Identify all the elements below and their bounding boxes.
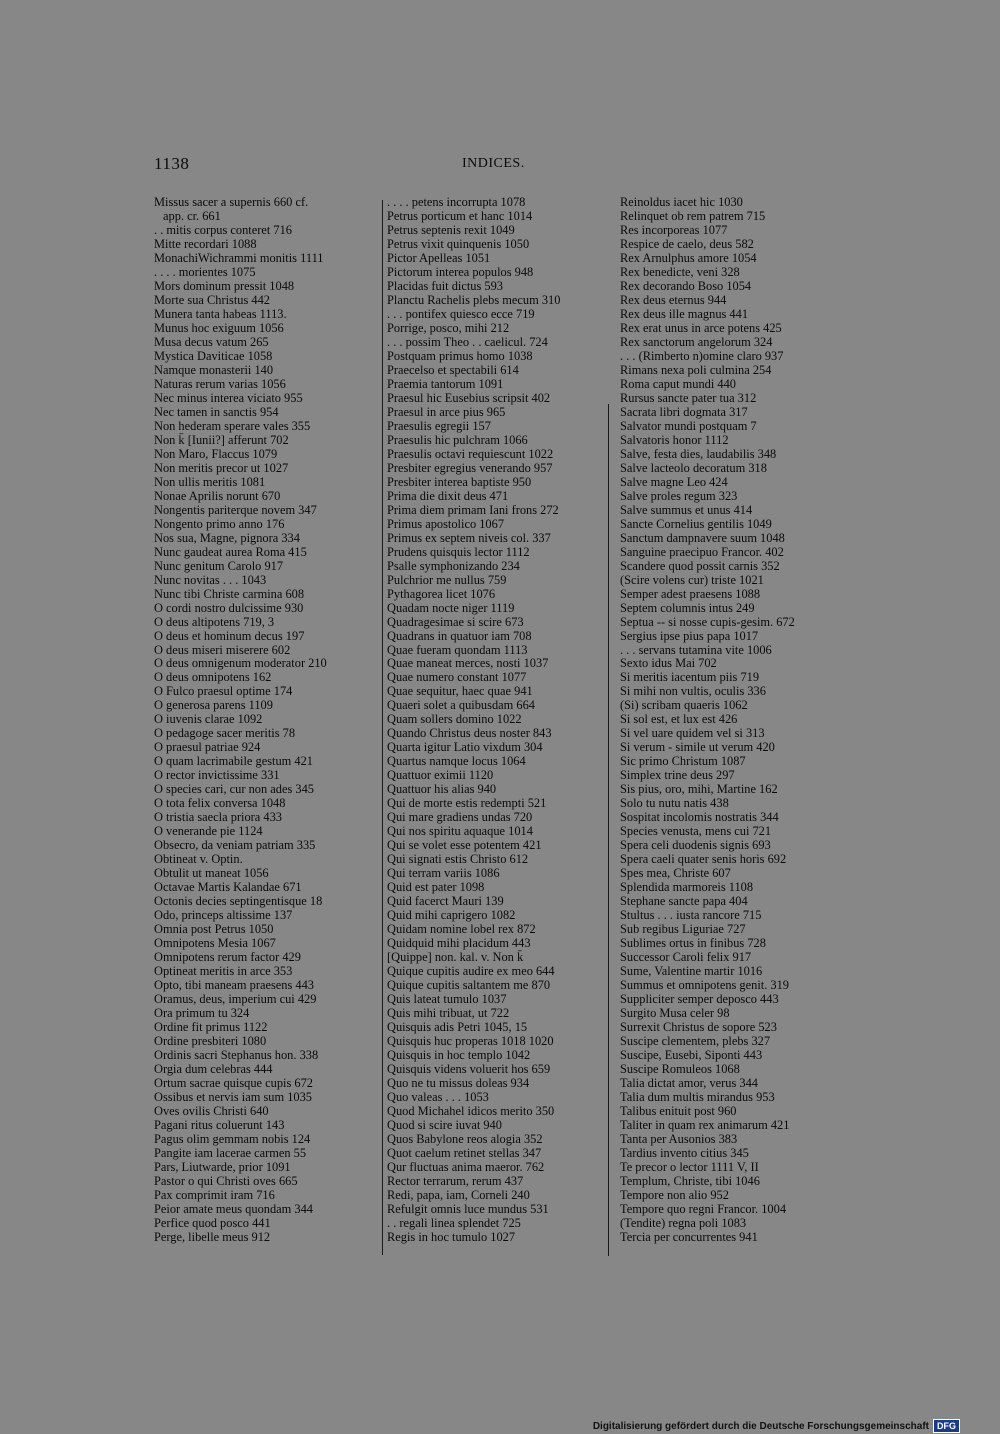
index-entry: Septem columnis intus 249 <box>620 600 755 615</box>
index-entry: Quo valeas . . . 1053 <box>387 1090 489 1104</box>
index-entry: Quid est pater 1098 <box>387 880 485 895</box>
index-entry: Sancte Cornelius gentilis 1049 <box>620 516 772 531</box>
index-entry: Sic primo Christum 1087 <box>620 754 746 769</box>
index-entry: O rector invictissime 331 <box>154 768 280 783</box>
index-entry: Perfice quod posco 441 <box>154 1215 271 1230</box>
index-entry: Nunc tibi Christe carmina 608 <box>154 586 305 601</box>
index-entry: Qui signati estis Christo 612 <box>387 852 529 867</box>
index-entry: Suscipe, Eusebi, Siponti 443 <box>620 1048 763 1063</box>
index-entry: Quam sollers domino 1022 <box>387 712 522 727</box>
index-entry: Nonae Aprilis norunt 670 <box>154 488 281 503</box>
index-entry: Quidam nomine lobel rex 872 <box>387 922 536 937</box>
index-entry: Praesul hic Eusebius scripsit 402 <box>387 390 551 405</box>
index-entry: Tempore quo regni Francor. 1004 <box>620 1201 787 1216</box>
index-entry: Sub regibus Liguriae 727 <box>620 922 746 937</box>
index-entry: Spes mea, Christe 607 <box>620 866 731 881</box>
index-entry: Peior amate meus quondam 344 <box>154 1201 313 1216</box>
index-entry: O deus altipotens 719, 3 <box>154 614 275 629</box>
index-entry: Quae maneat merces, nosti 1037 <box>387 656 549 671</box>
index-entry: Mors dominum pressit 1048 <box>154 278 295 293</box>
index-column-2 <box>387 195 602 1244</box>
index-column-3 <box>620 195 835 1244</box>
index-entry: Sexto idus Mai 702 <box>620 656 717 671</box>
index-entry: Ordinis sacri Stephanus hon. 338 <box>154 1048 319 1063</box>
index-entry: Stephane sancte papa 404 <box>620 894 748 909</box>
index-entry: Odo, princeps altissime 137 <box>154 908 293 923</box>
index-entry: Porrige, posco, mihi 212 <box>387 320 510 335</box>
index-entry: Sanctum dampnavere suum 1048 <box>620 530 785 545</box>
index-entry: Talia dictat amor, verus 344 <box>620 1076 758 1091</box>
index-entry: Sergius ipse pius papa 1017 <box>620 628 759 643</box>
index-entry: Qui de morte estis redempti 521 <box>387 796 547 811</box>
index-entry: . . . . petens incorrupta 1078 <box>387 195 526 209</box>
index-entry: Te precor o lector 1111 V, II <box>620 1159 759 1174</box>
index-entry: Sanguine praecipuo Francor. 402 <box>620 544 784 559</box>
index-entry: Semper adest praesens 1088 <box>620 586 761 601</box>
index-column-1 <box>154 195 374 1244</box>
index-entry: Quae sequitur, haec quae 941 <box>387 684 533 699</box>
index-entry: O Fulco praesul optime 174 <box>154 684 293 699</box>
index-entry: Surrexit Christus de sopore 523 <box>620 1020 777 1035</box>
index-entry: Qui se volet esse potentem 421 <box>387 838 542 853</box>
index-entry: O deus et hominum decus 197 <box>154 628 305 643</box>
index-entry: Praesulis octavi requiescunt 1022 <box>387 446 554 461</box>
index-entry: Munera tanta habeas 1113. <box>154 306 287 321</box>
index-entry: Omnipotens rerum factor 429 <box>154 950 301 965</box>
index-entry: . . mitis corpus conteret 716 <box>154 222 292 237</box>
index-entry: Taliter in quam rex animarum 421 <box>620 1117 790 1132</box>
index-entry: Quaeri solet a quibusdam 664 <box>387 698 535 713</box>
index-entry: Morte sua Christus 442 <box>154 292 270 307</box>
index-entry: Pulchrior me nullus 759 <box>387 572 507 587</box>
index-entry: Stultus . . . iusta rancore 715 <box>620 908 762 923</box>
index-entry: Quae numero constant 1077 <box>387 670 527 685</box>
index-entry: (Si) scribam quaeris 1062 <box>620 698 748 713</box>
index-entry: Quidquid mihi placidum 443 <box>387 936 531 951</box>
index-entry: Quisquis videns voluerit hos 659 <box>387 1062 551 1077</box>
index-entry: Quique cupitis saltantem me 870 <box>387 978 551 993</box>
index-entry: Quos Babylone reos alogia 352 <box>387 1131 543 1146</box>
index-entry: Praesul in arce pius 965 <box>387 404 506 419</box>
index-entry: Omnipotens Mesia 1067 <box>154 936 276 951</box>
index-entry: Tercia per concurrentes 941 <box>620 1229 758 1244</box>
index-entry: Quattuor eximii 1120 <box>387 768 494 783</box>
index-entry: Nongentis pariterque novem 347 <box>154 502 317 517</box>
index-entry: O deus omnigenum moderator 210 <box>154 656 327 671</box>
index-entry: Suppliciter semper deposco 443 <box>620 992 779 1007</box>
index-entry: . . . servans tutamina vite 1006 <box>620 642 772 657</box>
index-entry: Namque monasterii 140 <box>154 362 274 377</box>
index-entry: Prima diem primam Iani frons 272 <box>387 502 559 517</box>
index-entry: Pastor o qui Christi oves 665 <box>154 1173 298 1188</box>
index-entry: Si verum - simile ut verum 420 <box>620 740 775 755</box>
index-entry: Pax comprimit iram 716 <box>154 1187 275 1202</box>
index-entry: O deus omnipotens 162 <box>154 670 272 685</box>
index-entry: Praemia tantorum 1091 <box>387 376 504 391</box>
index-entry: Presbiter egregius venerando 957 <box>387 460 553 475</box>
index-entry: O cordi nostro dulcissime 930 <box>154 600 304 615</box>
index-entry: O pedagoge sacer meritis 78 <box>154 726 296 741</box>
index-entry: Oves ovilis Christi 640 <box>154 1103 269 1118</box>
index-entry: Quae fueram quondam 1113 <box>387 642 528 657</box>
index-entry: Templum, Christe, tibi 1046 <box>620 1173 760 1188</box>
index-entry: Omnia post Petrus 1050 <box>154 922 274 937</box>
index-entry: Pangite iam lacerae carmen 55 <box>154 1145 307 1160</box>
index-entry: Nec tamen in sanctis 954 <box>154 404 279 419</box>
index-entry: Salve summus et unus 414 <box>620 502 753 517</box>
index-entry: Res incorporeas 1077 <box>620 222 728 237</box>
index-entry: Non meritis precor ut 1027 <box>154 460 289 475</box>
column-rule-right <box>608 404 609 1256</box>
index-entry: Nec minus interea viciato 955 <box>154 390 303 405</box>
index-entry: Redi, papa, iam, Corneli 240 <box>387 1187 530 1202</box>
index-entry: Si vel uare quidem vel si 313 <box>620 726 765 741</box>
index-entry: Scandere quod possit carnis 352 <box>620 558 780 573</box>
index-entry: Salve lacteolo decoratum 318 <box>620 460 767 475</box>
index-entry: Si mihi non vultis, oculis 336 <box>620 684 766 699</box>
index-entry: Rimans nexa poli culmina 254 <box>620 362 772 377</box>
index-entry: Tempore non alio 952 <box>620 1187 729 1202</box>
index-entry: Optineat meritis in arce 353 <box>154 964 293 979</box>
index-entry: Si meritis iacentum piis 719 <box>620 670 760 685</box>
index-entry: Sublimes ortus in finibus 728 <box>620 936 766 951</box>
index-entry: Nongento primo anno 176 <box>154 516 285 531</box>
index-entry: Rex Arnulphus amore 1054 <box>620 250 757 265</box>
index-entry: Naturas rerum varias 1056 <box>154 376 286 391</box>
index-entry: Munus hoc exiguum 1056 <box>154 320 284 335</box>
index-entry: Prudens quisquis lector 1112 <box>387 544 530 559</box>
index-entry: O deus miseri miserere 602 <box>154 642 291 657</box>
index-entry: Quis lateat tumulo 1037 <box>387 992 507 1007</box>
index-entry: app. cr. 661 <box>163 208 221 223</box>
index-entry: Sis pius, oro, mihi, Martine 162 <box>620 782 778 797</box>
index-entry: Pythagorea licet 1076 <box>387 586 496 601</box>
index-entry: Salve proles regum 323 <box>620 488 738 503</box>
index-entry: Pagus olim gemmam nobis 124 <box>154 1131 311 1146</box>
index-entry: Musa decus vatum 265 <box>154 334 269 349</box>
index-entry: Obsecro, da veniam patriam 335 <box>154 838 316 853</box>
index-entry: Quod Michahel idicos merito 350 <box>387 1103 555 1118</box>
dfg-logo: DFG <box>933 1419 960 1433</box>
page-number: 1138 <box>154 154 190 173</box>
digitization-credit <box>593 1419 960 1433</box>
index-entry: MonachiWichrammi monitis 1111 <box>154 250 324 265</box>
index-entry: Roma caput mundi 440 <box>620 376 736 391</box>
index-entry: Octonis decies septingentisque 18 <box>154 894 323 909</box>
index-entry: Quisquis in hoc templo 1042 <box>387 1048 531 1063</box>
index-entry: . . . possim Theo . . caelicul. 724 <box>387 334 548 349</box>
index-entry: Quisquis adis Petri 1045, 15 <box>387 1020 528 1035</box>
index-entry: Petrus porticum et hanc 1014 <box>387 208 533 223</box>
index-entry: Orgia dum celebras 444 <box>154 1062 273 1077</box>
index-entry: Si sol est, et lux est 426 <box>620 712 738 727</box>
index-entry: Non hederam sperare vales 355 <box>154 418 311 433</box>
index-entry: Postquam primus homo 1038 <box>387 348 533 363</box>
index-entry: Nunc novitas . . . 1043 <box>154 572 267 587</box>
index-entry: Refulgit omnis luce mundus 531 <box>387 1201 549 1216</box>
index-entry: Primus ex septem niveis col. 337 <box>387 530 551 545</box>
index-entry: Septua -- si nosse cupis-gesim. 672 <box>620 614 795 629</box>
index-entry: Quartus namque locus 1064 <box>387 754 526 769</box>
index-entry: Quid mihi caprigero 1082 <box>387 908 516 923</box>
index-entry: Praesulis hic pulchram 1066 <box>387 432 528 447</box>
index-entry: Tardius invento citius 345 <box>620 1145 749 1160</box>
index-entry: Pagani ritus coluerunt 143 <box>154 1117 285 1132</box>
index-entry: Sume, Valentine martir 1016 <box>620 964 763 979</box>
index-entry: Successor Caroli felix 917 <box>620 950 752 965</box>
index-entry: Ora primum tu 324 <box>154 1006 250 1021</box>
index-entry: (Scire volens cur) triste 1021 <box>620 572 764 587</box>
index-entry: Prima die dixit deus 471 <box>387 488 509 503</box>
index-entry: Quod si scire iuvat 940 <box>387 1117 502 1132</box>
index-entry: O quam lacrimabile gestum 421 <box>154 754 313 769</box>
index-entry: Relinquet ob rem patrem 715 <box>620 208 766 223</box>
running-head: INDICES. <box>462 156 525 171</box>
index-entry: Ortum sacrae quisque cupis 672 <box>154 1076 313 1091</box>
index-entry: Quique cupitis audire ex meo 644 <box>387 964 555 979</box>
index-entry: Planctu Rachelis plebs mecum 310 <box>387 292 561 307</box>
index-entry: Opto, tibi maneam praesens 443 <box>154 978 315 993</box>
index-entry: Rex deus eternus 944 <box>620 292 727 307</box>
index-entry: Primus apostolico 1067 <box>387 516 505 531</box>
index-entry: Salvator mundi postquam 7 <box>620 418 757 433</box>
index-entry: Praesulis egregii 157 <box>387 418 491 433</box>
index-entry: Rex sanctorum angelorum 324 <box>620 334 773 349</box>
index-entry: Qur fluctuas anima maeror. 762 <box>387 1159 545 1174</box>
index-entry: O venerande pie 1124 <box>154 824 263 839</box>
index-entry: Quando Christus deus noster 843 <box>387 726 552 741</box>
index-entry: Nunc gaudeat aurea Roma 415 <box>154 544 307 559</box>
index-entry: Obtineat v. Optin. <box>154 852 243 867</box>
index-entry: Placidas fuit dictus 593 <box>387 278 503 293</box>
index-entry: Rursus sancte pater tua 312 <box>620 390 757 405</box>
index-entry: . . . . morientes 1075 <box>154 264 256 279</box>
index-entry: Non Maro, Flaccus 1079 <box>154 446 278 461</box>
index-entry: Surgito Musa celer 98 <box>620 1006 730 1021</box>
index-entry: Quo ne tu missus doleas 934 <box>387 1076 530 1091</box>
index-entry: Perge, libelle meus 912 <box>154 1229 271 1244</box>
index-entry: Mitte recordari 1088 <box>154 236 257 251</box>
index-entry: Sacrata libri dogmata 317 <box>620 404 748 419</box>
index-entry: Nunc genitum Carolo 917 <box>154 558 284 573</box>
index-entry: Pictorum interea populos 948 <box>387 264 534 279</box>
credit-text: Digitalisierung gefördert durch die Deutsche Forschungsgemeinschaft <box>592 1420 929 1432</box>
index-entry: Mystica Daviticae 1058 <box>154 348 273 363</box>
index-entry: . . . pontifex quiesco ecce 719 <box>387 306 535 321</box>
index-entry: Respice de caelo, deus 582 <box>620 236 754 251</box>
index-entry: Praecelso et spectabili 614 <box>387 362 519 377</box>
index-entry: Quis mihi tribuat, ut 722 <box>387 1006 510 1021</box>
index-entry: Qui mare gradiens undas 720 <box>387 810 533 825</box>
index-entry: Species venusta, mens cui 721 <box>620 824 772 839</box>
index-entry: Quadragesimae si scire 673 <box>387 614 524 629</box>
index-entry: O iuvenis clarae 1092 <box>154 712 263 727</box>
index-entry: O tristia saecla priora 433 <box>154 810 282 825</box>
index-entry: Obtulit ut maneat 1056 <box>154 866 269 881</box>
index-entry: Rex erat unus in arce potens 425 <box>620 320 782 335</box>
index-entry: Rector terrarum, rerum 437 <box>387 1173 524 1188</box>
index-entry: Pars, Liutwarde, prior 1091 <box>154 1159 291 1174</box>
index-entry: Splendida marmoreis 1108 <box>620 880 754 895</box>
index-entry: Non ullis meritis 1081 <box>154 474 266 489</box>
index-entry: Nos sua, Magne, pignora 334 <box>154 530 300 545</box>
index-entry: Pictor Apelleas 1051 <box>387 250 491 265</box>
index-entry: Quadrans in quatuor iam 708 <box>387 628 532 643</box>
index-entry: Rex benedicte, veni 328 <box>620 264 740 279</box>
index-entry: O tota felix conversa 1048 <box>154 796 286 811</box>
index-entry: Talibus enituit post 960 <box>620 1103 737 1118</box>
index-entry: Regis in hoc tumulo 1027 <box>387 1229 516 1244</box>
index-entry: Petrus septenis rexit 1049 <box>387 222 515 237</box>
index-entry: Ordine presbiteri 1080 <box>154 1034 267 1049</box>
index-entry: Non k̄ [Iunii?] afferunt 702 <box>154 432 289 447</box>
index-entry: Rex decorando Boso 1054 <box>620 278 752 293</box>
index-entry: Solo tu nutu natis 438 <box>620 796 729 811</box>
index-entry: Ordine fit primus 1122 <box>154 1020 268 1035</box>
index-entry: Reinoldus iacet hic 1030 <box>620 195 743 209</box>
index-entry: Ossibus et nervis iam sum 1035 <box>154 1090 312 1104</box>
index-entry: Suscipe clementem, plebs 327 <box>620 1034 771 1049</box>
index-entry: Salve magne Leo 424 <box>620 474 728 489</box>
index-entry: O generosa parens 1109 <box>154 698 273 713</box>
index-entry: Sospitat incolomis nostratis 344 <box>620 810 779 825</box>
index-entry: Quot caelum retinet stellas 347 <box>387 1145 542 1160</box>
column-rule-left <box>382 200 383 1255</box>
index-entry: Summus et omnipotens genit. 319 <box>620 978 789 993</box>
index-entry: Presbiter interea baptiste 950 <box>387 474 532 489</box>
index-entry: . . . (Rimberto n)omine claro 937 <box>620 348 784 363</box>
index-entry: Quid facerct Mauri 139 <box>387 894 504 909</box>
index-entry: Tanta per Ausonios 383 <box>620 1131 738 1146</box>
index-entry: (Tendite) regna poli 1083 <box>620 1215 747 1230</box>
index-entry: Simplex trine deus 297 <box>620 768 735 783</box>
index-entry: . . regali linea splendet 725 <box>387 1215 521 1230</box>
index-entry: Petrus vixit quinquenis 1050 <box>387 236 530 251</box>
index-entry: Quarta igitur Latio vixdum 304 <box>387 740 543 755</box>
index-entry: Spera caeli quater senis horis 692 <box>620 852 787 867</box>
index-entry: Qui terram variis 1086 <box>387 866 500 881</box>
index-entry: Octavae Martis Kalandae 671 <box>154 880 302 895</box>
index-entry: Rex deus ille magnus 441 <box>620 306 749 321</box>
index-entry: Suscipe Romuleos 1068 <box>620 1062 740 1077</box>
index-entry: Missus sacer a supernis 660 cf. <box>154 195 309 209</box>
index-entry: Quisquis huc properas 1018 1020 <box>387 1034 554 1049</box>
index-entry: O species cari, cur non ades 345 <box>154 782 314 797</box>
index-entry: Quattuor his alias 940 <box>387 782 497 797</box>
index-entry: Psalle symphonizando 234 <box>387 558 520 573</box>
index-entry: [Quippe] non. kal. v. Non k̄ <box>387 950 524 965</box>
index-entry: Talia dum multis mirandus 953 <box>620 1090 775 1104</box>
index-entry: Salve, festa dies, laudabilis 348 <box>620 446 777 461</box>
index-entry: O praesul patriae 924 <box>154 740 261 755</box>
index-entry: Salvatoris honor 1112 <box>620 432 729 447</box>
index-entry: Qui nos spiritu aquaque 1014 <box>387 824 533 839</box>
index-entry: Quadam nocte niger 1119 <box>387 600 515 615</box>
index-entry: Spera celi duodenis signis 693 <box>620 838 771 853</box>
index-entry: Oramus, deus, imperium cui 429 <box>154 992 317 1007</box>
